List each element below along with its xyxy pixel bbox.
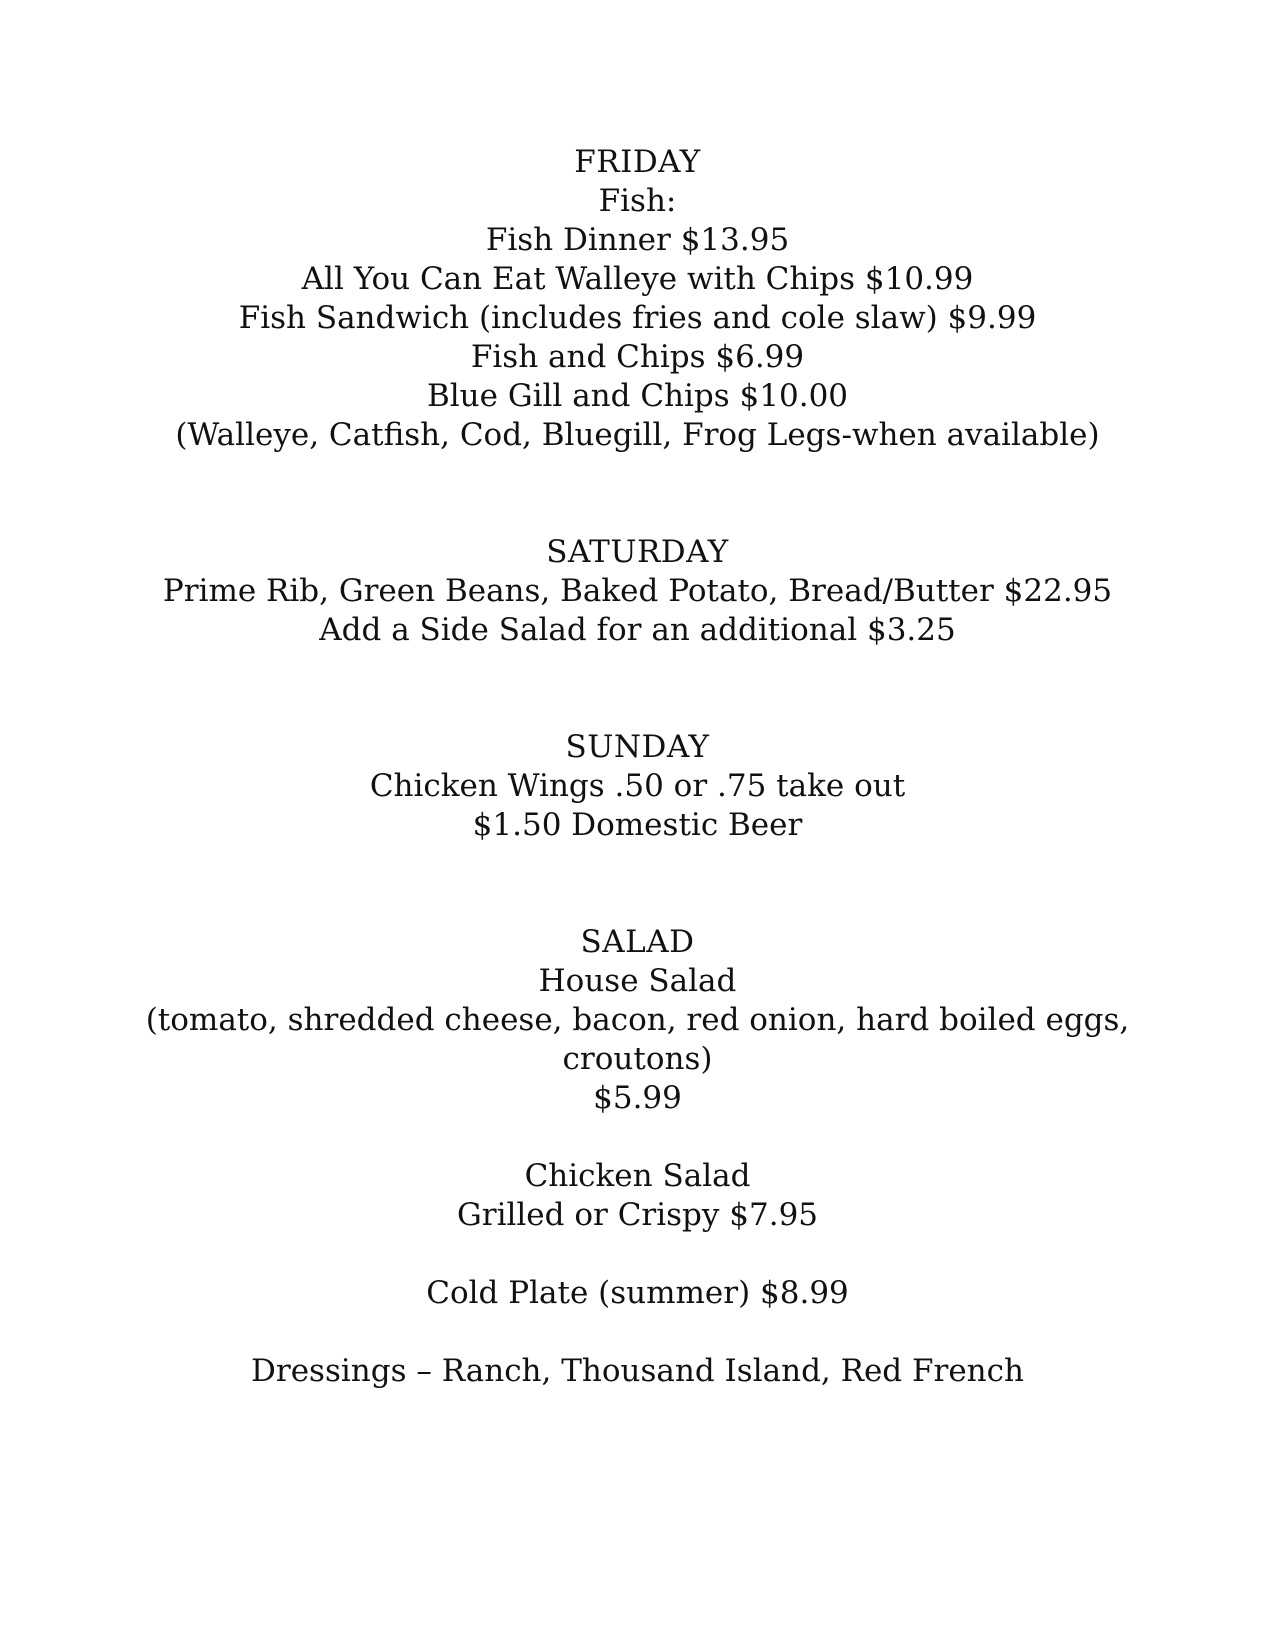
saturday-heading: SATURDAY (546, 534, 729, 570)
menu-item: Add a Side Salad for an additional $3.25 (319, 612, 956, 648)
menu-item: Fish Sandwich (includes fries and cole slaw) $9.99 (238, 300, 1037, 336)
house-salad-name: House Salad (538, 963, 737, 999)
menu-item: $1.50 Domestic Beer (472, 807, 803, 843)
menu-item: Chicken Wings .50 or .75 take out (369, 768, 906, 804)
house-salad-description: (tomato, shredded cheese, bacon, red onion, hard boiled eggs, (145, 1002, 1130, 1038)
house-salad-description-cont: croutons) (562, 1041, 713, 1077)
section-spacer (0, 650, 1275, 728)
menu-item: All You Can Eat Walleye with Chips $10.99 (301, 261, 974, 297)
menu-item: Prime Rib, Green Beans, Baked Potato, Bread/Butter $22.95 (162, 573, 1113, 609)
friday-heading: FRIDAY (574, 144, 701, 180)
house-salad-price: $5.99 (593, 1080, 682, 1116)
menu-item: Blue Gill and Chips $10.00 (426, 378, 849, 414)
item-spacer (0, 1118, 1275, 1157)
cold-plate-item: Cold Plate (summer) $8.99 (426, 1275, 849, 1311)
dressings-line: Dressings – Ranch, Thousand Island, Red French (251, 1353, 1024, 1389)
item-spacer (0, 1235, 1275, 1274)
sunday-section (0, 728, 1275, 845)
menu-item: Fish and Chips $6.99 (470, 339, 805, 375)
menu-item: Fish Dinner $13.95 (485, 222, 790, 258)
friday-note: (Walleye, Catfish, Cod, Bluegill, Frog Legs-when available) (175, 417, 1100, 453)
menu-content (0, 143, 1275, 1391)
salad-heading: SALAD (580, 924, 695, 960)
section-spacer (0, 455, 1275, 533)
sunday-heading: SUNDAY (565, 729, 710, 765)
friday-section (0, 143, 1275, 455)
item-spacer (0, 1313, 1275, 1352)
section-spacer (0, 845, 1275, 923)
salad-section (0, 923, 1275, 1391)
friday-subheading: Fish: (598, 183, 677, 219)
chicken-salad-detail: Grilled or Crispy $7.95 (456, 1197, 819, 1233)
saturday-section (0, 533, 1275, 650)
chicken-salad-name: Chicken Salad (524, 1158, 751, 1194)
